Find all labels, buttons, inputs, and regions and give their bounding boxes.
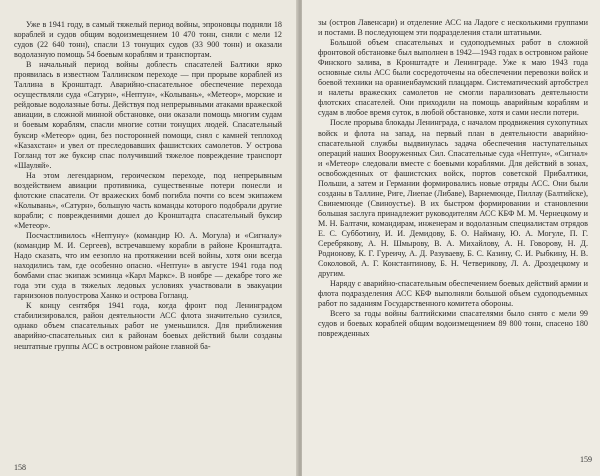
paragraph: В начальный период войны доблесть спасателей Балтики ярко проявилась в известном Таллинском переходе — при прорыве кораблей из Таллина в Кронштадт. Аварийно-спасательное обеспечение перехода осуществляли суда «Сатурн», «Нептун», «Колывань», «Метеор», морские и рейдовые водолазные боты. Действуя под непрерывными атаками вражеской авиации, в сложной минной обстановке, они оказали помощь многим судам и боевым кораблям, спасли многие сотни тонущих людей. Спасательный буксир «Метеор» один, без посторонней помощи, снял с камней теплоход «Казахстан» и увел от преследовавших фашистских самолетов. У острова Гогланд тот же буксир спас получивший тяжелое повреждение транспорт «Шауляй». (14, 60, 282, 170)
paragraph: зы (остров Лавенсари) и отделение АСС на Ладоге с несколькими группами и постами. В последующем эти подразделения стали штатными. (318, 18, 588, 38)
page-number-left: 158 (14, 463, 26, 472)
left-page (0, 0, 298, 476)
paragraph: Наряду с аварийно-спасательным обеспечением боевых действий армии и флота подразделения АСС КБФ выполняли большой объем судоподъемных работ по заданиям Государственного комитета обороны. (318, 279, 588, 309)
paragraph: На этом легендарном, героическом переходе, под непрерывным воздействием авиации противника, существенные потери понесли и флотские спасатели. От вражеских бомб погибла почти со всем экипажем «Колывань», «Сатурн», большую часть команды которого подобрали другие корабли; с повреждениями дошел до Кронштадта спасательный буксир «Метеор». (14, 170, 282, 230)
page-number-right: 159 (580, 455, 592, 464)
right-page-text (318, 18, 588, 340)
paragraph: Уже в 1941 году, в самый тяжелый период войны, эпроновцы подняли 18 кораблей и судов общим водоизмещением 10 470 тонн, сняли с мели 12 судов (22 640 тонн), спасли 13 тонущих судов (33 900 тонн) и оказали водолазную помощь 54 боевым кораблям и транспортам. (14, 20, 282, 60)
paragraph: К концу сентября 1941 года, когда фронт под Ленинградом стабилизировался, район деятельности АСС флота значительно сузился, однако объем спасательных работ не уменьшился. Для приближения аварийно-спасательных сил к районам боевых действий были созданы нештатные группы АСС в островном районе главной ба- (14, 301, 282, 351)
right-page (302, 0, 600, 476)
left-page-text (14, 20, 282, 352)
paragraph: Посчастливилось «Нептуну» (командир Ю. А. Могула) и «Сигналу» (командир М. И. Сергеев), встречавшему корабли в районе Кронштадта. Надо сказать, что им еезопло на протяжении всей войны, хотя они всегда находились там, где особенно опасно. «Нептун» в августе 1941 года под бомбами спас экипаж эсминца «Карл Маркс». В ноябре — декабре того же года эти суда в тяжелых ледовых условиях участвовали в эвакуации гарнизонов полуострова Ханко и острова Гогланд. (14, 230, 282, 301)
paragraph: После прорыва блокады Ленинграда, с началом продвижения сухопутных войск и флота на запад, на первый план в деятельности аварийно-спасательной службы выдвинулась задача обеспечения наступательных операций наших Вооруженных Сил. Спасательные суда «Нептун», «Сигнал» и «Метеор» следовали вместе с боевыми кораблями. Для действий в зонах, освобожденных от фашистских войск, портов советской Прибалтики, Польши, а затем и Германии формировались новые отряды АСС. Они были созданы в Таллине, Риге, Лиепае (Либаве), Варнемюнде, Пиллау (Балтийске), Свинемюнде (Свиноустье). В их быстром формировании и становлении большая заслуга принадлежит руководителям АСС КБФ М. М. Чернецкому и М. Н. Балтачи, командирам, инженерам и водолазным специалистам отрядов Е. С. Субботину, И. И. Демидову, Б. О. Найману, Ю. А. Могуле, П. Г. Серебрякову, А. Н. Шмырову, В. А. Михайлову, А. Н. Говорову, Н. Д. Родионову, К. Г. Гуреичу, А. Д. Разуваеву, Б. С. Казину, С. И. Рыбкину, Н. В. Соколовой, А. Г. Константинову, Б. Н. Четверикову, Л. А. Дроздецкому и другим. (318, 118, 588, 279)
paragraph: Всего за годы войны балтийскими спасателями было снято с мели 99 судов и боевых кораблей общим водоизмещением 89 800 тонн, спасено 180 поврежденных (318, 309, 588, 339)
paragraph: Большой объем спасательных и судоподъемных работ в сложной фронтовой обстановке был выполнен в 1942—1943 годах в островном районе Финского залива, в Кронштадте и Ленинграде. Уже к маю 1943 года основные силы АСС были сосредоточены на обеспечении перевозки войск и боевой техники на ораниенбаумский плацдарм. Систематический артобстрел и налеты вражеских самолетов не смогли парализовать деятельности флотских спасателей. Они приходили на помощь аварийным кораблям и судам в любое время суток, в любой обстановке, хотя и сами несли потери. (318, 38, 588, 118)
